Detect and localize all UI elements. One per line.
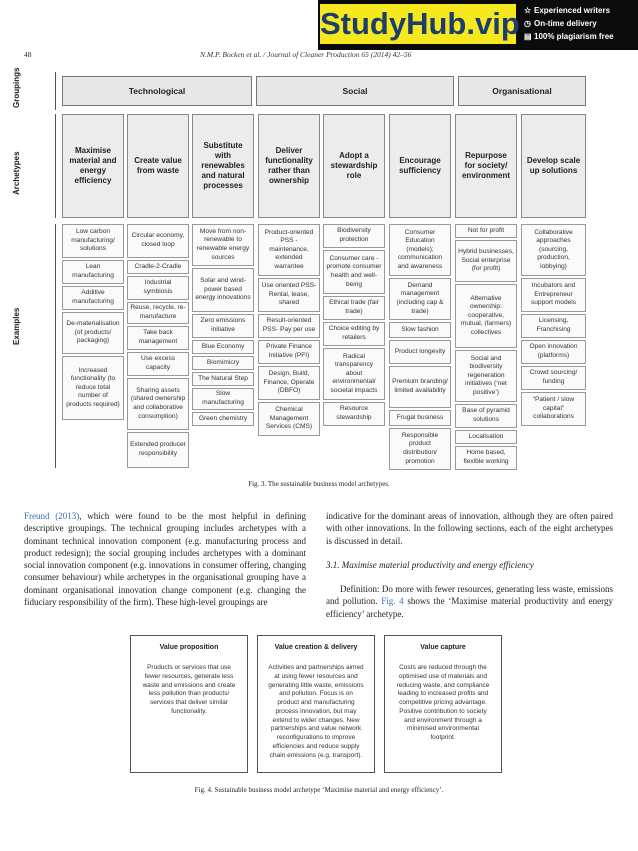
example-cell: Responsible product distribution/ promotion [389,428,451,470]
box-text: Products or services that use fewer resources, generate less waste and emissions and create less pollution than products/ services that deliver similar functionality. [142,664,236,715]
example-cell: The Natural Step [192,372,254,386]
example-cell: Consumer care - promote consumer health and well-being [323,250,385,294]
section-heading: 3.1. Maximise material productivity and energy efficiency [326,559,534,570]
example-cell: Crowd sourcing/ funding [521,366,586,390]
grouping-organisational: Organisational [458,76,586,106]
star-icon: ☆ [524,6,532,15]
groupings-axis [55,72,56,110]
citation-link[interactable]: Freund (2013) [24,511,80,521]
example-cell: Private Finance Initiative (PFI) [258,340,320,364]
banner-feature [524,4,614,17]
archetype-box: Create value from waste [127,114,189,218]
example-cell: Chemical Management Services (CMS) [258,402,320,436]
example-cell: Take back management [127,326,189,350]
example-cell: Circular economy, closed loop [127,224,189,258]
figure4-caption: Fig. 4. Sustainable business model archetype ‘Maximise material and energy efficiency’. [194,786,444,794]
example-cell: Blue Economy [192,340,254,354]
box-text: Costs are reduced through the optimised use of materials and reducing waste, and compliance leading to increased profits and competitive pricing advantage. Positive contribution to society and environment through a minimised environmental footprint. [396,664,490,742]
definition-text-end: shows the ‘Maximise material productivity and energy efficiency’ archetype. [326,596,613,619]
example-cell: Industrial symbiosis [127,276,189,300]
example-cell: Hybrid businesses, Social enterprise (for profit) [455,240,517,282]
archetype-box: Repurpose for society/ environment [455,114,517,218]
example-cell: De-materialisation (of products/ packaging) [62,312,124,354]
banner-feature-label: On-time delivery [534,19,597,28]
archetype-box: Substitute with renewables and natural processes [192,114,254,218]
example-cell: Move from non-renewable to renewable energy sources [192,224,254,266]
archetype-box: Adopt a stewardship role [323,114,385,218]
banner-feature [524,30,614,43]
example-cell: Low carbon manufacturing/ solutions [62,224,124,258]
left-paragraph: , which were found to be the most helpful in defining descriptive groupings. The technical grouping includes archetypes with a dominant technical innovation component (e.g. manufacturing process and product redesign); the social grouping includes archetypes with a dominant social innovation component (e.g. innovations in consumer offering, changing consumer behaviour) while archetypes in the organisational grouping have a dominant organisational innovation change component (e.g. changing the fiduciary responsibility of the firm). These high-level groupings are [24,511,306,608]
examples-label: Examples [12,307,21,345]
example-cell: Product longevity [389,340,451,364]
example-cell: Not for profit [455,224,517,238]
example-cell: Localisation [455,430,517,444]
example-cell: Slow fashion [389,322,451,338]
banner-feature [524,17,614,30]
example-cell: Frugal business [389,410,451,426]
example-cell: Biomimicry [192,356,254,370]
example-cell: Product-oriented PSS - maintenance, extended warrantee [258,224,320,276]
banner-feature-label: 100% plagiarism free [534,32,614,41]
example-cell: Collaborative approaches (sourcing, production, lobbying) [521,224,586,276]
example-cell: Open innovation (platforms) [521,340,586,364]
example-cell: Licensing, Franchising [521,314,586,338]
archetype-box: Develop scale up solutions [521,114,586,218]
example-cell: Base of pyramid solutions [455,404,517,428]
document-icon: ▤ [524,32,532,41]
example-cell: Resource stewardship [323,402,385,426]
page-number: 48 [24,50,32,59]
example-cell: Choice editing by retailers [323,322,385,346]
example-cell: Result-oriented PSS- Pay per use [258,314,320,338]
example-cell: Biodiversity protection [323,224,385,248]
example-cell: Cradle-2-Cradle [127,260,189,274]
archetype-box: Encourage sufficiency [389,114,451,218]
example-cell: Zero emissions initiative [192,314,254,338]
box-title: Value capture [420,644,466,651]
figure3-caption: Fig. 3. The sustainable business model archetypes. [248,480,390,488]
running-header: N.M.P. Bocken et al. / Journal of Cleaner Production 65 (2014) 42–56 [200,50,412,59]
example-cell: Extended producer responsibility [127,432,189,468]
example-cell: Increased functionality (to reduce total number of products required) [62,356,124,420]
box-text: Activities and partnerships aimed at using fewer resources and generating little waste, emissions and pollution. Focus is on product and manufacturing process innovation, but may extend to wider changes. New partnerships and value network reconfigurations to improve efficiencies and reduce supply chain emissions (e.g. transport). [268,664,364,759]
figure4-link[interactable]: Fig. 4 [381,596,404,607]
example-cell: Slow manufacturing [192,388,254,410]
examples-axis [55,224,56,468]
example-cell: Green chemistry [192,412,254,426]
example-cell: Design, Build, Finance, Operate (DBFO) [258,366,320,400]
example-cell: Reuse, recycle, re-manufacture [127,302,189,324]
clock-icon: ◷ [524,19,531,28]
example-cell: Alternative ownership: cooperative, mutual, (farmers) collectives [455,284,517,348]
example-cell: Additive manufacturing [62,286,124,310]
example-cell: Use excess capacity [127,352,189,376]
example-cell: Consumer Education (models); communication and awareness [389,224,451,276]
right-paragraph-2 [326,583,613,620]
studyhub-logo[interactable]: StudyHub.vip [320,4,516,44]
example-cell: Incubators and Entrepreneur support models [521,278,586,312]
archetype-box: Deliver functionality rather than ownership [258,114,320,218]
example-cell: “Patient / slow capital” collaborations [521,392,586,426]
box-title: Value proposition [159,644,219,651]
example-cell: Demand management (including cap & trade) [389,278,451,320]
archetype-box: Maximise material and energy efficiency [62,114,124,218]
groupings-label: Groupings [12,67,21,108]
grouping-technological: Technological [62,76,252,106]
example-cell: Radical transparency about environmental/ societal impacts [323,348,385,400]
archetypes-label: Archetypes [12,151,21,195]
value-capture-box [384,635,502,773]
example-cell: Lean manufacturing [62,260,124,284]
example-cell: Ethical trade (fair trade) [323,296,385,320]
left-column-text [24,510,306,608]
right-column-text [326,510,613,620]
example-cell: Sharing assets (shared ownership and collaborative consumption) [127,378,189,430]
banner-feature-label: Experienced writers [534,6,611,15]
box-title: Value creation & delivery [274,644,358,651]
ad-banner[interactable] [318,0,638,50]
right-paragraph-1: indicative for the dominant areas of innovation, although they are often paired with other innovations. In the following sections, each of the eight archetypes is discussed in detail. [326,511,613,546]
example-cell: Solar and wind-power based energy innovations [192,268,254,312]
definition-text: Definition: Do more with fewer resources, generating less waste, emissions and pollution. [326,584,613,607]
archetypes-axis [55,114,56,218]
banner-features [524,4,614,43]
value-creation-box [257,635,375,773]
example-cell: Premium branding/ limited availability [389,366,451,408]
example-cell: Home based, flexible working [455,446,517,470]
grouping-social: Social [256,76,454,106]
value-proposition-box [130,635,248,773]
example-cell: Social and biodiversity regeneration initiatives (‘net positive’) [455,350,517,402]
example-cell: Use oriented PSS- Rental, lease, shared [258,278,320,312]
